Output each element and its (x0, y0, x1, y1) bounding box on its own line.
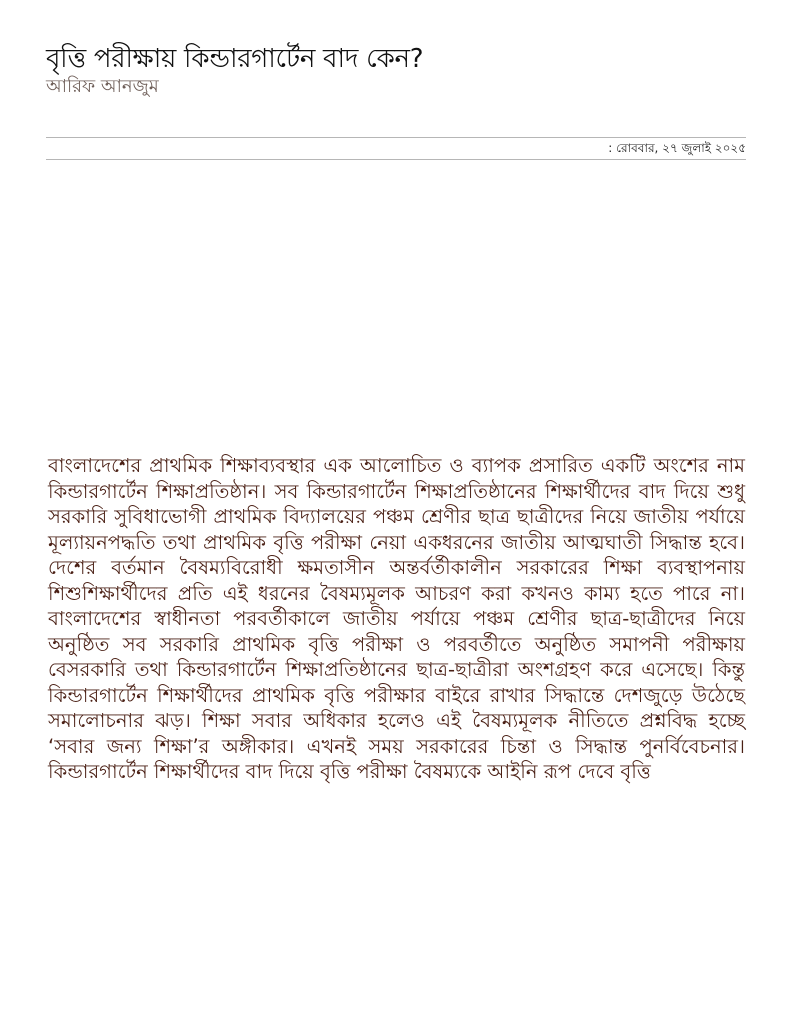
article-header (46, 42, 746, 98)
article-image-placeholder (46, 172, 746, 444)
top-divider (46, 137, 746, 138)
publish-date: : রোববার, ২৭ জুলাই ২০২৫ (608, 141, 746, 155)
bottom-divider (46, 159, 746, 160)
article-author: আরিফ আনজুম (46, 76, 159, 97)
article-title: বৃত্তি পরীক্ষায় কিন্ডারগার্টেন বাদ কেন? (46, 44, 424, 74)
article-body: বাংলাদেশের প্রাথমিক শিক্ষাব্যবস্থার এক আলোচিত ও ব্যাপক প্রসারিত একটি অংশের নাম কিন্ডারগার্টেন শিক্ষাপ্রতিষ্ঠান। সব কিন্ডারগার্টেন শিক্ষাপ্রতিষ্ঠানের শিক্ষার্থীদের বাদ দিয়ে শুধু সরকারি সুবিধাভোগী প্রাথমিক বিদ্যালয়ের পঞ্চম শ্রেণীর ছাত্র ছাত্রীদের নিয়ে জাতীয় পর্যায়ে মূল্যায়নপদ্ধতি তথা প্রাথমিক বৃত্তি পরীক্ষা নেয়া একধরনের জাতীয় আত্মঘাতী সিদ্ধান্ত হবে। দেশের বর্তমান বৈষম্যবিরোধী ক্ষমতাসীন অন্তর্বর্তীকালীন সরকারের শিক্ষা ব্যবস্থাপনায় শিশুশিক্ষার্থীদের প্রতি এই ধরনের বৈষম্যমূলক আচরণ করা কখনও কাম্য হতে পারে না। বাংলাদেশের স্বাধীনতা পরবর্তীকালে জাতীয় পর্যায়ে পঞ্চম শ্রেণীর ছাত্র-ছাত্রীদের নিয়ে অনুষ্ঠিত সব সরকারি প্রাথমিক বৃত্তি পরীক্ষা ও পরবর্তীতে অনুষ্ঠিত সমাপনী পরীক্ষায় বেসরকারি তথা কিন্ডারগার্টেন শিক্ষাপ্রতিষ্ঠানের ছাত্র-ছাত্রীরা অংশগ্রহণ করে এসেছে। কিন্তু কিন্ডারগার্টেন শিক্ষার্থীদের প্রাথমিক বৃত্তি পরীক্ষার বাইরে রাখার সিদ্ধান্তে দেশজুড়ে উঠেছে সমালোচনার ঝড়। শিক্ষা সবার অধিকার হলেও এই বৈষম্যমূলক নীতিতে প্রশ্নবিদ্ধ হচ্ছে ‘সবার জন্য শিক্ষা’র অঙ্গীকার। এখনই সময় সরকারের চিন্তা ও সিদ্ধান্ত পুনর্বিবেচনার। কিন্ডারগার্টেন শিক্ষার্থীদের বাদ দিয়ে বৃত্তি পরীক্ষা বৈষম্যকে আইনি রূপ দেবে বৃত্তি (48, 454, 745, 783)
